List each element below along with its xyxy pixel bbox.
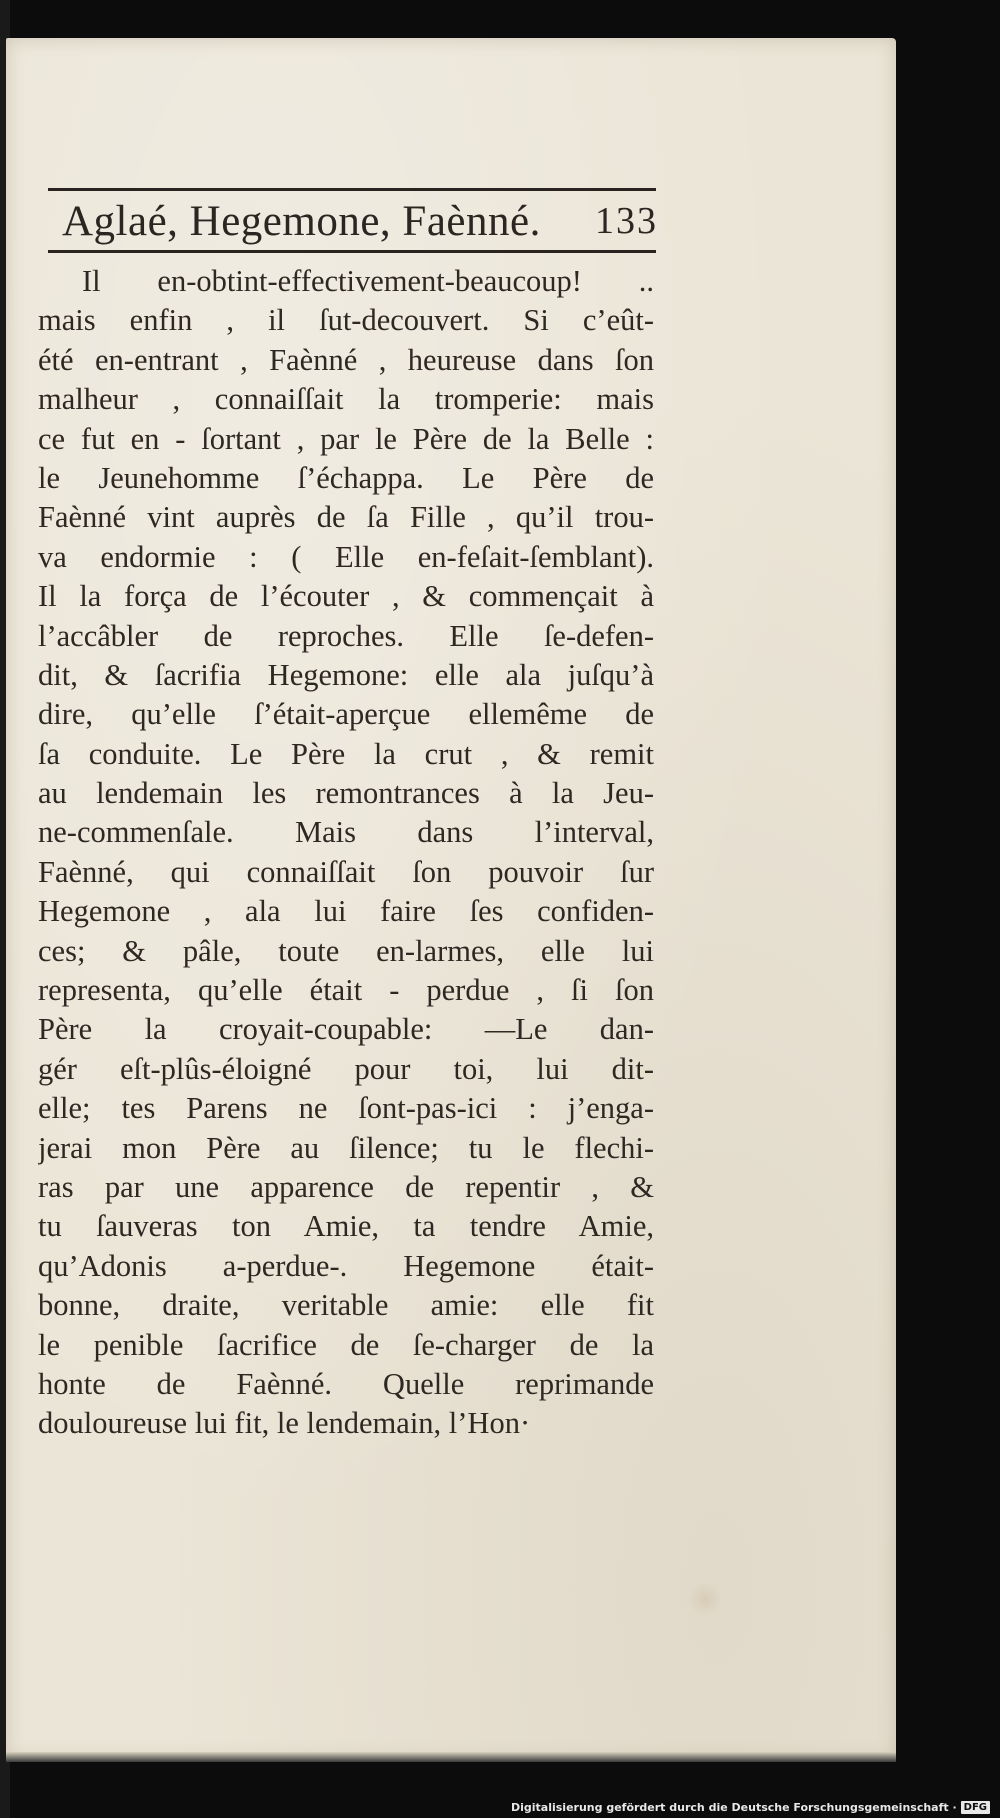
text-line: le Jeunehomme ſ’échappa. Le Père de (38, 460, 654, 495)
text-line: ces; & pâle, toute en-larmes, elle lui (38, 933, 654, 968)
text-line: Il en-obtint-effectivement-beaucoup! .. (82, 264, 654, 298)
text-line: été en-entrant , Faènné , heureuse dans ſon (38, 342, 654, 377)
text-line: Hegemone , ala lui faire ſes confiden- (38, 894, 654, 929)
text-line: mais enfin , il ſut-decouvert. Si c’eût- (38, 303, 654, 338)
text-line: l’accâbler de reproches. Elle ſe-defen- (38, 618, 654, 653)
running-title: Aglaé, Hegemone, Faènné. (62, 197, 541, 245)
text-line: le penible ſacrifice de ſe-charger de la (38, 1327, 654, 1362)
running-head (62, 192, 658, 250)
text-line: Père la croyait-coupable: —Le dan- (38, 1012, 654, 1047)
text-line: Faènné, qui connaiſſait ſon pouvoir ſur (38, 854, 654, 889)
body-text (38, 262, 654, 1444)
text-line: jerai mon Père au ſilence; tu le flechi- (38, 1130, 654, 1165)
text-line: bonne, draite, veritable amie: elle fit (38, 1288, 654, 1323)
text-line: au lendemain les remontrances à la Jeu- (38, 776, 654, 811)
text-line: ſa conduite. Le Père la crut , & remit (38, 736, 654, 771)
text-line: Il la força de l’écouter , & commençait à (38, 579, 654, 614)
page-bottom-edge (6, 1752, 896, 1762)
header-rule-bottom (48, 250, 656, 253)
text-line: elle; tes Parens ne ſont-pas-ici : j’enga- (38, 1091, 654, 1126)
text-line: representa, qu’elle était - perdue , ſi ſon (38, 973, 654, 1008)
text-line: ras par une apparence de repentir , & (38, 1169, 654, 1204)
text-line: ne-commenſale. Mais dans l’interval, (38, 815, 654, 850)
dfg-logo: DFG (961, 1801, 990, 1814)
text-line: malheur , connaiſſait la tromperie: mais (38, 382, 654, 417)
text-line: tu ſauveras ton Amie, ta tendre Amie, (38, 1209, 654, 1244)
page-number: 133 (595, 200, 658, 242)
digitization-credit: Digitalisierung gefördert durch die Deutsche Forschungsgemeinschaft · (510, 1800, 957, 1814)
header-rule-top (48, 188, 656, 191)
text-line: Faènné vint auprès de ſa Fille , qu’il trou- (38, 500, 654, 535)
paper-stain (688, 1582, 722, 1616)
text-line: douloureuse lui fit, le lendemain, l’Hon· (38, 1406, 531, 1441)
text-line: honte de Faènné. Quelle reprimande (38, 1366, 654, 1401)
text-line: dit, & ſacrifia Hegemone: elle ala juſqu’à (38, 657, 654, 692)
text-line: va endormie : ( Elle en-feſait-ſemblant). (38, 539, 654, 574)
text-line: ce fut en - ſortant , par le Père de la Belle : (38, 421, 654, 456)
text-line: gér eſt-plûs-éloigné pour toi, lui dit- (38, 1051, 654, 1086)
text-line: qu’Adonis a-perdue-. Hegemone était- (38, 1248, 654, 1283)
text-line: dire, qu’elle ſ’était-aperçue ellemême de (38, 697, 654, 732)
digitization-footer (511, 1798, 990, 1816)
